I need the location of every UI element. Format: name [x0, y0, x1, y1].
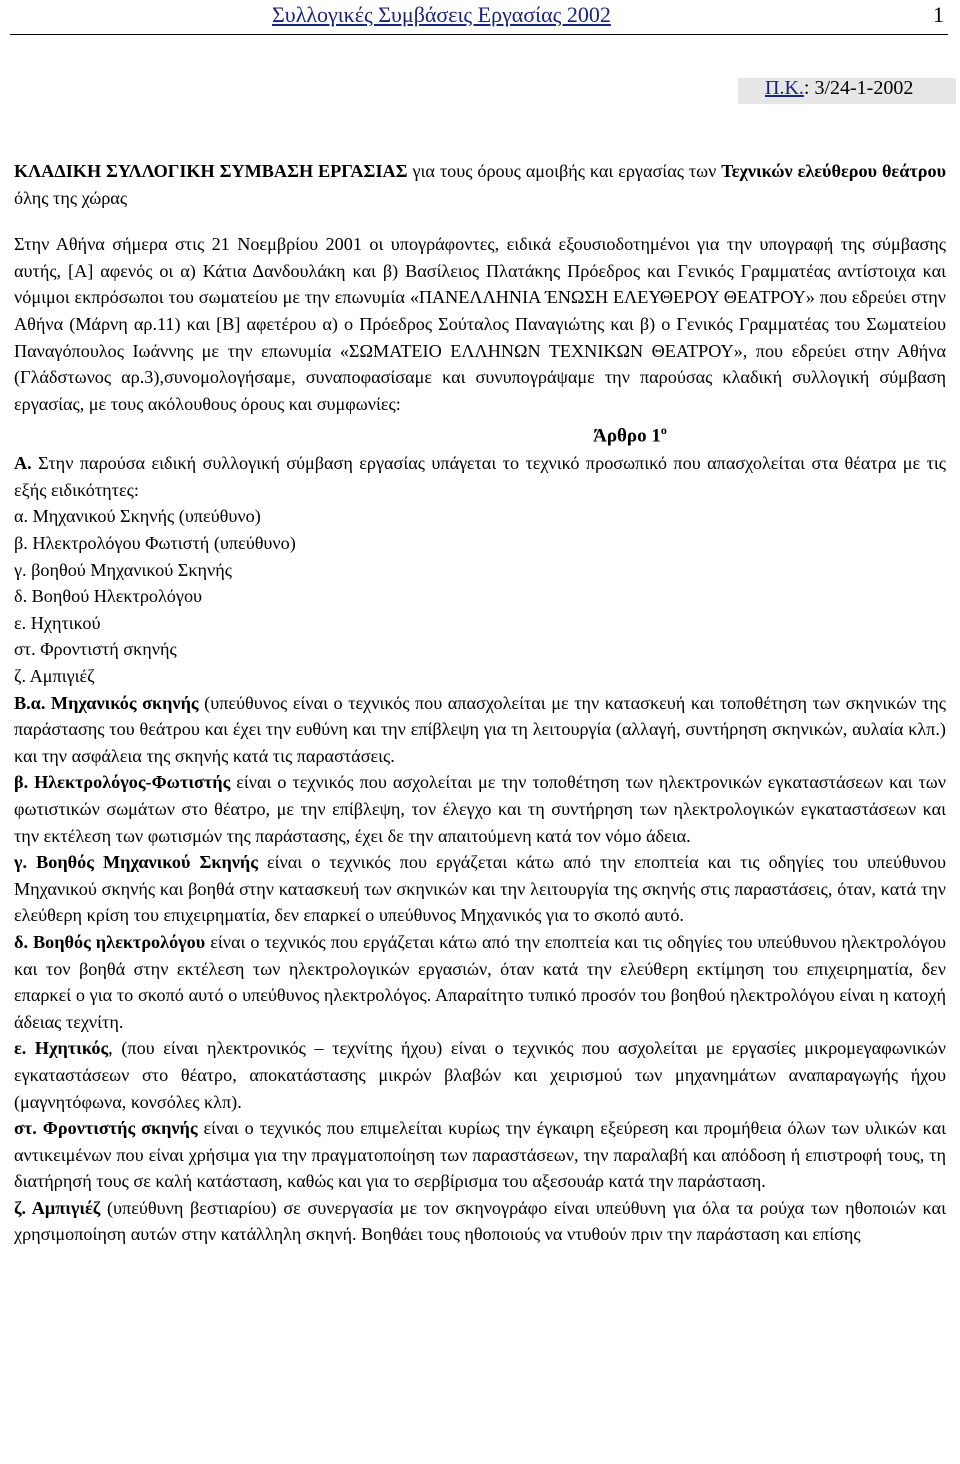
reference-number	[765, 77, 913, 100]
list-item: γ. βοηθού Μηχανικού Σκηνής	[14, 559, 232, 580]
article-heading: Άρθρο $1^o$	[593, 423, 667, 447]
list-item: δ. Βοηθού Ηλεκτρολόγου	[14, 586, 203, 607]
definition-assistant-engineer: γ. Βοηθός Μηχανικού Σκηνής είναι ο τεχνικός που εργάζεται κάτω από την εποπτεία και τις οδηγίες του υπεύθυνου Μηχανικού σκηνής και βοηθά στην κατασκευή των σκηνικών και την λειτουργία της σκηνής στις παραστάσεις, όταν, κατά την ελεύθερη κρίση του επιχειρηματία, δεν επαρκεί ο υπεύθυνος Μηχανικός για το σκοπό αυτό.	[14, 852, 946, 926]
section-a: Α. Στην παρούσα ειδική συλλογική σύμβαση εργασίας υπάγεται το τεχνικό προσωπικό που απασχολείται στα θέατρα με τις εξής ειδικότητες:	[14, 453, 946, 500]
definition-assistant-electrician: δ. Βοηθός ηλεκτρολόγου είναι ο τεχνικός που εργάζεται κάτω από την εποπτεία και τις οδηγίες του υπεύθυνου ηλεκτρολόγου και τον βοηθά στην εκτέλεση των ηλεκτρολογικών εργασιών, όταν κατά την ελεύθερη εκτίμηση του επιχειρηματία, δεν επαρκεί ο για το σκοπό αυτό ο υπεύθυνος ηλεκτρολόγος. Απαραίτητο τυπικό προσόν του βοηθού ηλεκτρολόγου είναι η κατοχή άδειας τεχνίτη.	[14, 931, 946, 1032]
page-number: 1	[933, 2, 944, 27]
list-item: ε. Ηχητικού	[14, 612, 101, 633]
reference-prefix: Π.Κ.	[765, 77, 804, 99]
reference-rest: : 3/24-1-2002	[803, 77, 914, 99]
page-header	[10, 0, 948, 35]
definition-electrician: β. Ηλεκτρολόγος-Φωτιστής είναι ο τεχνικός που ασχολείται με την τοποθέτηση των ηλεκτρονικών εγκαταστάσεων και των φωτιστικών σωμάτων στο θέατρο, με την επίβλεψη, τον έλεγχο και τη συντήρηση των ηλεκτρολογικών εγκαταστάσεων και την εκτέλεση των φωτισμών της παράστασης, έχει δε την απαιτούμενη κατά τον νόμο άδεια.	[14, 772, 946, 846]
contract-title: ΚΛΑΔΙΚΗ ΣΥΛΛΟΓΙΚΗ ΣΥΜΒΑΣΗ ΕΡΓΑΣΙΑΣ για τους όρους αμοιβής και εργασίας των Τεχνικών ελεύθερου θεάτρου όλης της χώρας	[14, 161, 947, 208]
header-title: Συλλογικές Συμβάσεις Εργασίας 2002	[272, 2, 611, 27]
definition-dresser: ζ. Αμπιγιέζ (υπεύθυνη βεστιαρίου) σε συνεργασία με τον σκηνογράφο είναι υπεύθυνη για όλα τα ρούχα των ηθοποιών και χρησιμοποίηση αυτών στην κατάλληλη σκηνή. Βοηθάει τους ηθοποιούς να ντυθούν πριν την παράσταση και επίσης	[14, 1197, 946, 1245]
definition-props-manager: στ. Φροντιστής σκηνής είναι ο τεχνικός που επιμελείται κυρίως την έγκαιρη εξεύρεση και προμήθεια όλων των υλικών και αντικειμένων που είναι χρήσιμα για την πραγματοποίηση των παραστάσεων, την παραλαβή και απόδοση ή επιστροφή τους, τη διατήρησή τους σε καλή κατάσταση, καθώς και για το σερβίρισμα του αξεσουάρ κατά την παράσταση.	[14, 1118, 946, 1192]
specialties-list	[14, 503, 946, 689]
preamble-paragraph: Στην Αθήνα σήμερα στις 21 Νοεμβρίου 2001 οι υπογράφοντες, ειδικά εξουσιοδοτημένοι για την υπογραφή της σύμβασης αυτής, [Α] αφενός οι α) Κάτια Δανδουλάκη και β) Βασίλειος Πλατάκης Πρόεδρος και Γενικός Γραμματέας αντίστοιχα και νόμιμοι εκπρόσωποι του σωματείου με την επωνυμία «ΠΑΝΕΛΛΗΝΙΑ ΈΝΩΣΗ ΕΛΕΥΘΕΡΟΥ ΘΕΑΤΡΟΥ» που εδρεύει στην Αθήνα (Μάρνη αρ.11) και [Β] αφετέρου α) ο Πρόεδρος Σούταλος Παναγιώτης και β) ο Γενικός Γραμματέας του Σωματείου Παναγόπουλος Ιωάννης με την επωνυμία «ΣΩΜΑΤΕΙΟ ΕΛΛΗΝΩΝ ΤΕΧΝΙΚΩΝ ΘΕΑΤΡΟΥ», που εδρεύει στην Αθήνα (Γλάδστωνος αρ.3),συνομολογήσαμε, συναποφασίσαμε και συνυπογράψαμε την παρούσας κλαδική συλλογική σύμβαση εργασίας, με τους ακόλουθους όρους και συμφωνίες:	[14, 234, 946, 414]
list-item: α. Μηχανικού Σκηνής (υπεύθυνο)	[14, 506, 261, 527]
definition-sound-technician: ε. Ηχητικός, (που είναι ηλεκτρονικός – τεχνίτης ήχου) είναι ο τεχνικός που ασχολείται με εργασίες μικρομεγαφωνικών εγκαταστάσεων στο θέατρο, αποκατάστασης μικρών βλαβών και χειρισμού των μηχανημάτων αναπαραγωγής ήχου (μαγνητόφωνα, κονσόλες κλπ).	[14, 1038, 946, 1112]
document-body	[14, 158, 946, 1248]
definition-stage-engineer: Β.α. Μηχανικός σκηνής (υπεύθυνος είναι ο τεχνικός που απασχολείται με την κατασκευή και τοποθέτηση των σκηνικών της παράστασης του θεάτρου και έχει την ευθύνη και την επίβλεψη για τη λειτουργία (αλλαγή, συντήρηση σκηνικών, αυλαία κλπ.) και την ασφάλεια της σκηνής κατά τις παραστάσεις.	[14, 692, 946, 766]
list-item: στ. Φροντιστή σκηνής	[14, 639, 177, 660]
list-item: β. Ηλεκτρολόγου Φωτιστή (υπεύθυνο)	[14, 533, 296, 554]
list-item: ζ. Αμπιγιέζ	[14, 666, 95, 687]
